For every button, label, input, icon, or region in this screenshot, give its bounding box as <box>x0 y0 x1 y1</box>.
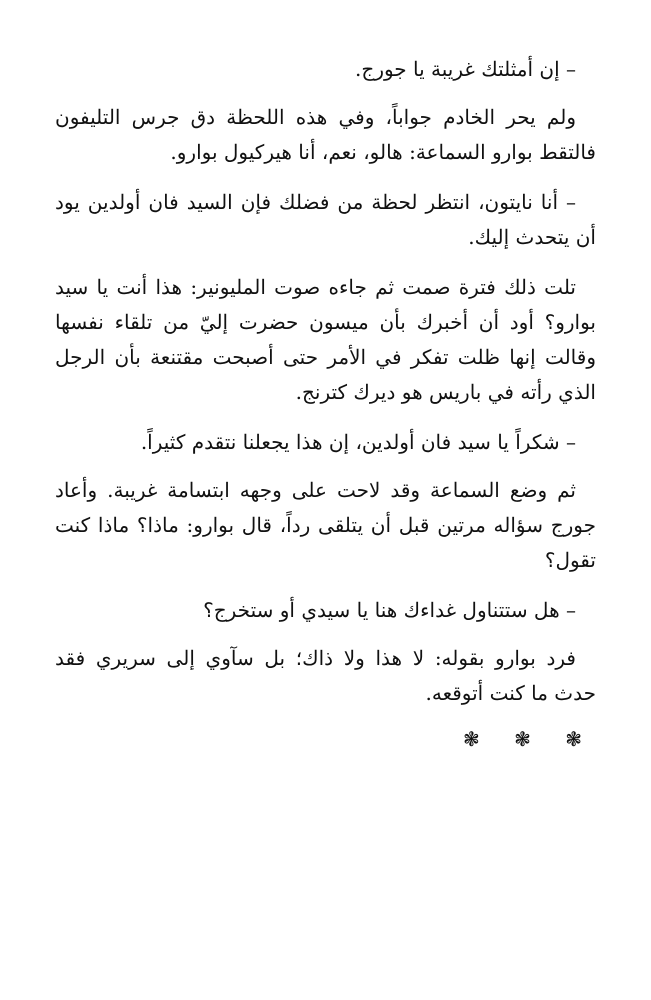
paragraph-7: – هل ستتناول غداءك هنا يا سيدي أو ستخرج؟ <box>203 598 576 622</box>
paragraph-6: ثم وضع السماعة وقد لاحت على وجهه ابتسامة غريبة. وأعاد جورج سؤاله مرتين قبل أن يتلقى رداً، قال بوارو: ماذا؟ ماذا كنت تقول؟ <box>55 478 596 572</box>
paragraph-5: – شكراً يا سيد فان أولدين، إن هذا يجعلنا نتقدم كثيراً. <box>140 430 576 454</box>
section-separator: ❃ ❃ ❃ <box>463 727 596 751</box>
paragraph-2: ولم يحر الخادم جواباً، وفي هذه اللحظة دق جرس التليفون فالتقط بوارو السماعة: هالو، نعم، أنا هيركيول بوارو. <box>55 105 596 164</box>
book-page <box>55 52 596 751</box>
paragraph-3: – أنا نايتون، انتظر لحظة من فضلك فإن السيد فان أولدين يود أن يتحدث إليك. <box>55 190 596 249</box>
paragraph-4: تلت ذلك فترة صمت ثم جاءه صوت المليونير: هذا أنت يا سيد بوارو؟ أود أن أخبرك بأن ميسون حضرت إليّ من تلقاء نفسها وقالت إنها ظلت تفكر في الأمر حتى أصبحت مقتنعة بأن الرجل الذي رأته في باريس هو ديرك كترنج. <box>55 275 596 404</box>
paragraph-1: – إن أمثلتك غريبة يا جورج. <box>355 57 576 81</box>
paragraph-8: فرد بوارو بقوله: لا هذا ولا ذاك؛ بل سآوي إلى سريري فقد حدث ما كنت أتوقعه. <box>55 646 596 705</box>
